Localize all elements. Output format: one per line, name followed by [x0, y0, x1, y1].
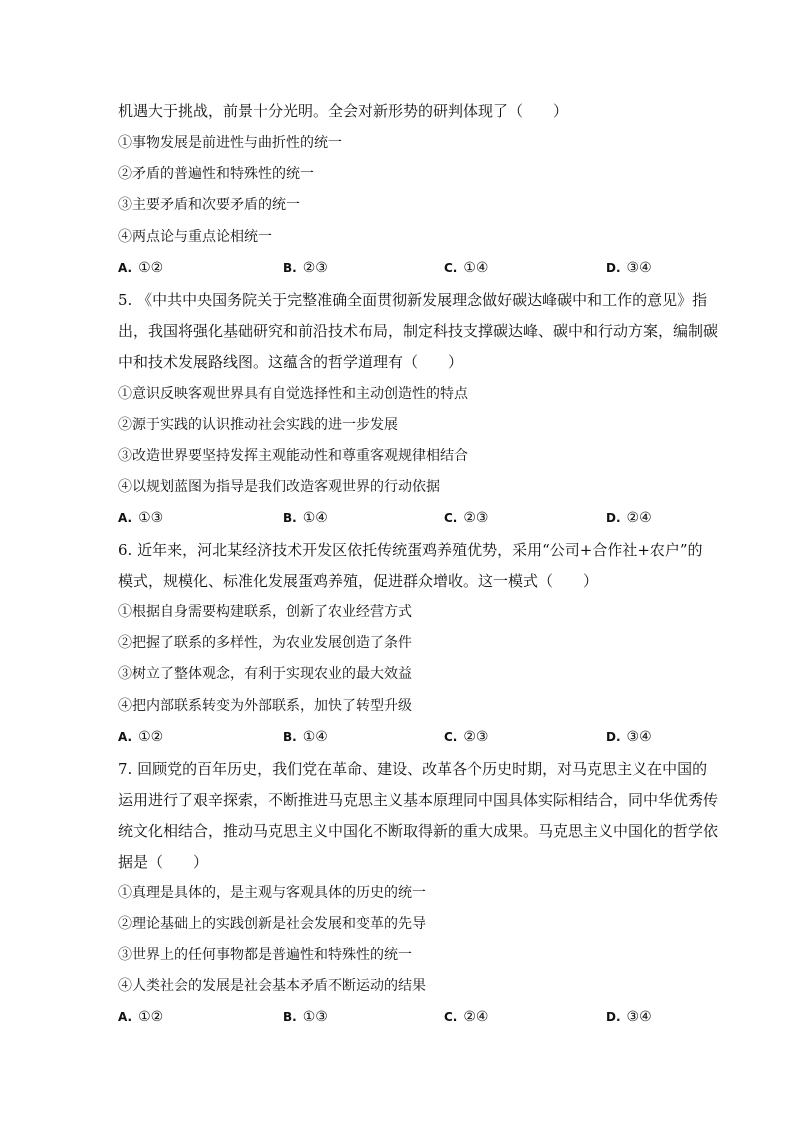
answer-choice-a[interactable]: A. ①②: [118, 1009, 164, 1025]
question-6-option-2: ②把握了联系的多样性，为农业发展创造了条件: [118, 635, 412, 651]
question-7-stem-line-1: 7. 回顾党的百年历史，我们党在革命、建设、改革各个历史时期，对马克思主义在中国的: [118, 760, 708, 778]
question-6-option-4: ④把内部联系转变为外部联系，加快了转型升级: [118, 698, 412, 714]
question-6-stem-line-2: 模式，规模化、标准化发展蛋鸡养殖，促进群众增收。这一模式（ ）: [118, 572, 599, 590]
question-4-option-4: ④两点论与重点论相统一: [118, 229, 272, 245]
answer-choice-d[interactable]: D. ③④: [606, 260, 652, 276]
question-7-stem-line-4: 据是（ ）: [118, 853, 209, 871]
question-7-stem-line-3: 统文化相结合，推动马克思主义中国化不断取得新的重大成果。马克思主义中国化的哲学依: [118, 822, 719, 840]
answer-choice-b[interactable]: B. ①④: [283, 510, 328, 526]
question-7-stem-line-2: 运用进行了艰辛探索，不断推进马克思主义基本原理同中国具体实际相结合，同中华优秀传: [118, 791, 719, 809]
question-4-option-1: ①事物发展是前进性与曲折性的统一: [118, 135, 342, 151]
answer-choice-a[interactable]: A. ①③: [118, 510, 164, 526]
question-6-stem-line-1: 6. 近年来，河北某经济技术开发区依托传统蛋鸡养殖优势，采用“公司+合作社+农户”的: [118, 541, 703, 559]
question-5-option-4: ④以规划蓝图为指导是我们改造客观世界的行动依据: [118, 479, 440, 495]
question-6-option-1: ①根据自身需要构建联系，创新了农业经营方式: [118, 604, 412, 620]
answer-choice-a[interactable]: A. ①②: [118, 729, 164, 745]
question-7-answers: [118, 1008, 678, 1026]
question-5-stem-line-2: 出，我国将强化基础研究和前沿技术布局，制定科技支撑碳达峰、碳中和行动方案，编制碳: [118, 322, 719, 340]
question-5-option-3: ③改造世界要坚持发挥主观能动性和尊重客观规律相结合: [118, 448, 468, 464]
answer-choice-b[interactable]: B. ①③: [283, 1009, 328, 1025]
question-5-option-1: ①意识反映客观世界具有自觉选择性和主动创造性的特点: [118, 386, 468, 402]
question-5-option-2: ②源于实践的认识推动社会实践的进一步发展: [118, 417, 398, 433]
question-7-option-1: ①真理是具体的，是主观与客观具体的历史的统一: [118, 885, 426, 901]
answer-choice-b[interactable]: B. ②③: [283, 260, 328, 276]
answer-choice-c[interactable]: C. ②④: [444, 1009, 489, 1025]
question-4-option-3: ③主要矛盾和次要矛盾的统一: [118, 197, 300, 213]
answer-choice-a[interactable]: A. ①②: [118, 260, 164, 276]
question-4-stem-line-1: 机遇大于挑战，前景十分光明。全会对新形势的研判体现了（ ）: [118, 102, 569, 120]
question-4-answers: [118, 259, 678, 277]
answer-choice-c[interactable]: C. ①④: [444, 260, 489, 276]
answer-choice-c[interactable]: C. ②③: [444, 510, 489, 526]
answer-choice-b[interactable]: B. ①④: [283, 729, 328, 745]
question-7-option-4: ④人类社会的发展是社会基本矛盾不断运动的结果: [118, 978, 426, 994]
question-7-option-3: ③世界上的任何事物都是普遍性和特殊性的统一: [118, 947, 412, 963]
question-6-option-3: ③树立了整体观念，有利于实现农业的最大效益: [118, 666, 412, 682]
question-5-stem-line-1: 5. 《中共中央国务院关于完整准确全面贯彻新发展理念做好碳达峰碳中和工作的意见》指: [118, 291, 708, 309]
answer-choice-d[interactable]: D. ③④: [606, 729, 652, 745]
question-7-option-2: ②理论基础上的实践创新是社会发展和变革的先导: [118, 916, 426, 932]
question-5-answers: [118, 509, 678, 527]
question-4-option-2: ②矛盾的普遍性和特殊性的统一: [118, 166, 314, 182]
answer-choice-d[interactable]: D. ③④: [606, 1009, 652, 1025]
answer-choice-c[interactable]: C. ②③: [444, 729, 489, 745]
question-5-stem-line-3: 中和技术发展路线图。这蕴含的哲学道理有（ ）: [118, 353, 464, 371]
answer-choice-d[interactable]: D. ②④: [606, 510, 652, 526]
question-6-answers: [118, 728, 678, 746]
